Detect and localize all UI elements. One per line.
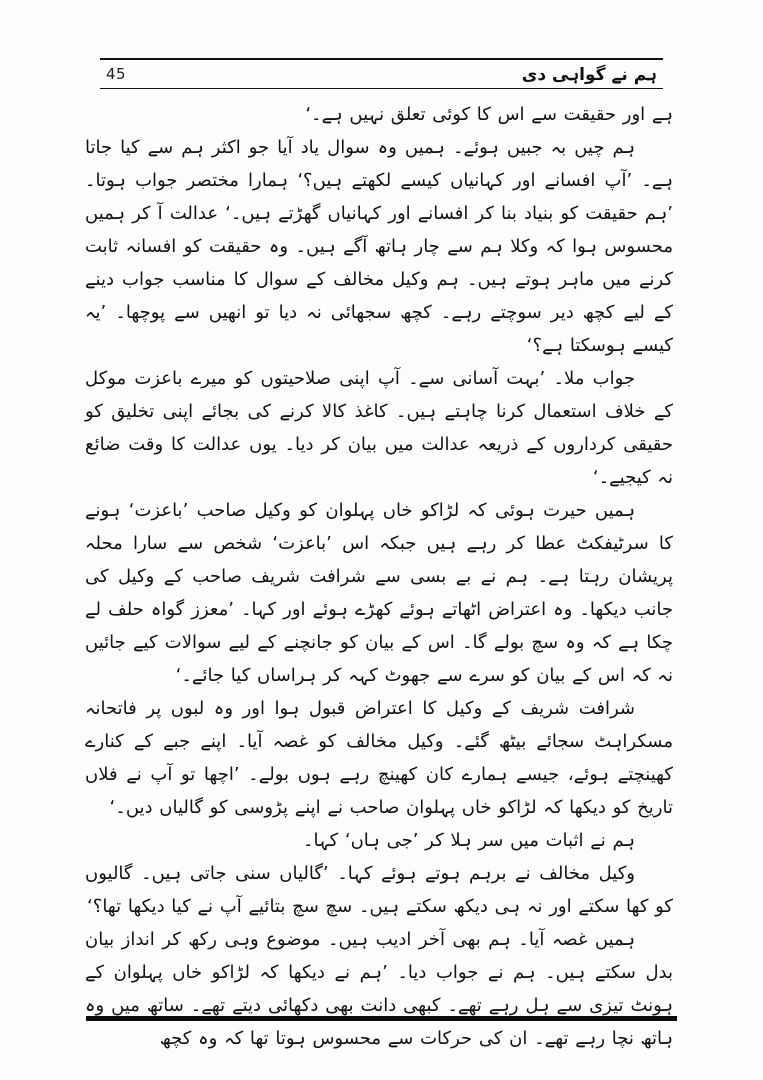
paragraph-continuation: ہے اور حقیقت سے اس کا کوئی تعلق نہیں ہے۔‘ bbox=[305, 104, 673, 125]
paragraph: ہمیں غصہ آیا۔ ہم بھی آخر ادیب ہیں۔ موضوع وہی رکھ کر انداز بیان بدل سکتے ہیں۔ ہم نے جواب دیا۔ ’ہم نے دیکھا کہ لڑاکو خاں پہلوان کے ہونٹ تیزی سے ہل رہے تھے۔ کبھی دانت بھی دکھائی دیتے تھے۔ ساتھ میں وہ ہاتھ نچا رہے تھے۔ ان کی حرکات سے محسوس ہوتا تھا کہ وہ کچھ bbox=[85, 929, 673, 1049]
paragraph: شرافت شریف کے وکیل کا اعتراض قبول ہوا اور وہ لبوں پر فاتحانہ مسکراہٹ سجائے بیٹھ گئے۔ وکیل مخالف کو غصہ آیا۔ اپنے جبے کے کنارے کھینچتے ہوئے، جیسے ہمارے کان کھینچ رہے ہوں بولے۔ ’اچھا تو آپ نے فلاں تاریخ کو دیکھا کہ لڑاکو خاں پہلوان صاحب نے اپنے پڑوسی کو گالیاں دیں۔‘ bbox=[85, 698, 673, 818]
page-number: 45 bbox=[106, 65, 127, 83]
paragraph: وکیل مخالف نے برہم ہوتے ہوئے کہا۔ ’گالیاں سنی جاتی ہیں۔ گالیوں کو کھا سکتے اور نہ ہی دیکھ سکتے ہیں۔ سچ سچ بتائیے آپ نے کیا دیکھا تھا؟‘ bbox=[85, 863, 673, 917]
footer-rule bbox=[86, 1016, 677, 1021]
paragraph: ہم نے اثبات میں سر ہلا کر ’جی ہاں‘ کہا۔ bbox=[303, 830, 635, 851]
page-header bbox=[100, 58, 663, 89]
paragraph: جواب ملا۔ ’بہت آسانی سے۔ آپ اپنی صلاحیتوں کو میرے باعزت موکل کے خلاف استعمال کرنا چاہتے ہیں۔ کاغذ کالا کرنے کی بجائے اپنی تخلیق کو حقیقی کرداروں کے ذریعہ عدالت میں بیان کر دیا۔ یوں عدالت کا وقت ضائع نہ کیجیے۔‘ bbox=[85, 368, 673, 488]
header-bottom-rule bbox=[100, 88, 663, 89]
paragraph: ہم چیں بہ جبیں ہوئے۔ ہمیں وہ سوال یاد آیا جو اکثر ہم سے کیا جاتا ہے۔ ’آپ افسانے اور کہانیاں کیسے لکھتے ہیں؟‘ ہمارا مختصر جواب ہوتا۔ ’ہم حقیقت کو بنیاد بنا کر افسانے اور کہانیاں گھڑتے ہیں۔‘ عدالت آ کر ہمیں محسوس ہوا کہ وکلا ہم سے چار ہاتھ آگے ہیں۔ وہ حقیقت کو افسانہ ثابت کرنے میں ماہر ہوتے ہیں۔ ہم وکیل مخالف کے سوال کا مناسب جواب دینے کے لیے کچھ دیر سوچتے رہے۔ کچھ سجھائی نہ دیا تو انھیں سے پوچھا۔ ’یہ کیسے ہوسکتا ہے؟‘ bbox=[85, 137, 673, 356]
header-title: ہم نے گواہی دی bbox=[521, 64, 657, 85]
paragraph: ہمیں حیرت ہوئی کہ لڑاکو خاں پہلوان کو وکیل صاحب ’باعزت‘ ہونے کا سرٹیفکٹ عطا کر رہے ہیں جبکہ اس ’باعزت‘ شخص سے سارا محلہ پریشان رہتا ہے۔ ہم نے بے بسی سے شرافت شریف صاحب کے وکیل کی جانب دیکھا۔ وہ اعتراض اٹھاتے ہوئے کھڑے ہوئے اور کہا۔ ’معزز گواہ حلف لے چکا ہے کہ وہ سچ بولے گا۔ اس کے بیان کو جانچنے کے لیے سوالات کیے جائیں نہ کہ اس کے بیان کو سرے سے جھوٹ کہہ کر ہراساں کیا جائے۔‘ bbox=[85, 500, 673, 686]
body-text bbox=[85, 98, 673, 1049]
header-row bbox=[100, 60, 663, 88]
